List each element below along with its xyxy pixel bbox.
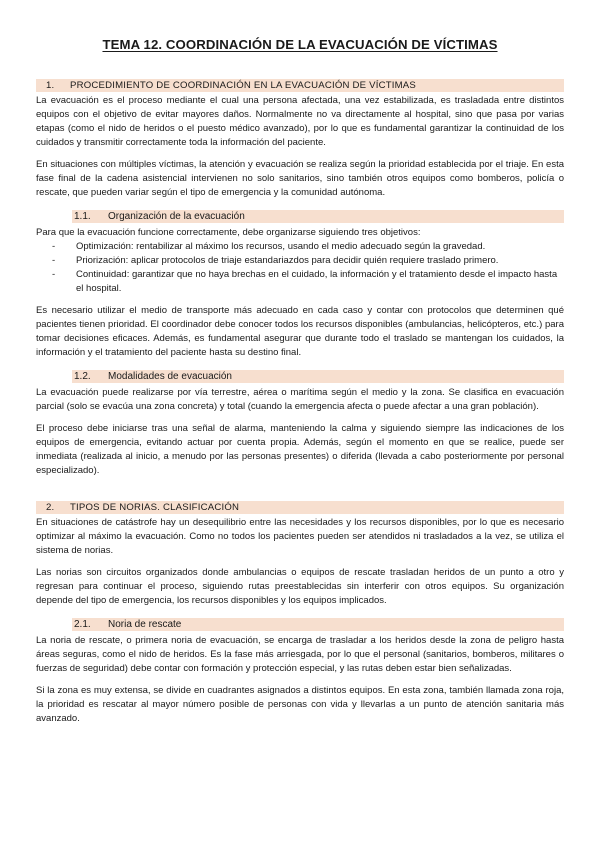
section-heading (36, 501, 564, 514)
paragraph: Las norias son circuitos organizados donde ambulancias o equipos de rescate trasladan heridos de un punto a otro y regresan para continuar el proceso, siguiendo rutas preestablecidas sin interferir con otros equipos. Su organización depende del tipo de emergencia, los recursos disponibles y los equipos implicados. (36, 567, 564, 606)
subsection-heading-text: Organización de la evacuación (108, 211, 245, 222)
paragraph: En situaciones de catástrofe hay un desequilibrio entre las necesidades y los recursos disponibles, por lo que es necesario optimizar al máximo la evacuación. Como no todos los pacientes pueden ser atendidos ni trasladados a la vez, se utiliza el sistema de norias. (36, 517, 564, 556)
section-2 (36, 501, 564, 726)
paragraph: El proceso debe iniciarse tras una señal de alarma, manteniendo la calma y siguiendo siempre las indicaciones de los equipos de emergencia, evitando actuar por cuenta propia. Además, según el momento en que se realice, puede ser inmediata (realizada al inicio, a menudo por las personas presentes) o diferida (llevada a cabo posteriormente por personal especializado). (36, 423, 564, 476)
dash-bullet: - (52, 241, 56, 252)
section-heading-text: PROCEDIMIENTO DE COORDINACIÓN EN LA EVACUACIÓN DE VÍCTIMAS (70, 80, 417, 91)
dash-bullet: - (52, 255, 56, 266)
paragraph: Si la zona es muy extensa, se divide en cuadrantes asignados a distintos equipos. En esta zona, también llamada zona roja, la prioridad es rescatar al mayor número posible de personas con vida y llevarlas a un punto de atención sanitaria más avanzado. (36, 685, 564, 724)
subsection-number: 2.1. (74, 619, 91, 630)
subsection-heading (72, 210, 564, 223)
paragraph: La noria de rescate, o primera noria de evacuación, se encarga de trasladar a los heridos desde la zona de peligro hasta áreas seguras, como el nido de heridos. Es la fase más arriesgada, por lo que el personal (sanitarios, bomberos, militares o fuerzas de seguridad) debe contar con formación y protección especial, y las rutas deben estar bien señalizadas. (36, 635, 564, 674)
paragraph: En situaciones con múltiples víctimas, la atención y evacuación se realiza según la prioridad establecida por el triaje. En esta fase final de la cadena asistencial intervienen no solo sanitarios, sino también otros equipos como bomberos, policía o rescate, que pueden variar según el tipo de emergencia y la comunidad autónoma. (36, 159, 564, 198)
paragraph: La evacuación puede realizarse por vía terrestre, aérea o marítima según el medio y la zona. Se clasifica en evacuación parcial (solo se evacúa una zona concreta) y total (cuando la emergencia afecta o puede afectar a una gran población). (36, 387, 564, 412)
subsection-heading-text: Modalidades de evacuación (108, 371, 232, 382)
dash-bullet: - (52, 269, 56, 280)
subsection-heading (72, 618, 564, 631)
subsection-heading-text: Noria de rescate (108, 619, 182, 630)
page-title: TEMA 12. COORDINACIÓN DE LA EVACUACIÓN DE VÍCTIMAS (102, 37, 498, 52)
paragraph: Para que la evacuación funcione correctamente, debe organizarse siguiendo tres objetivos: (36, 227, 421, 238)
list-item: - Continuidad: garantizar que no haya brechas en el cuidado, la información y el tratamiento desde el impacto hasta el hospital. (52, 269, 558, 294)
subsection-heading (72, 370, 564, 383)
objectives-list (36, 240, 564, 296)
subsection-number: 1.2. (74, 371, 91, 382)
paragraph: La evacuación es el proceso mediante el cual una persona afectada, una vez estabilizada, es trasladada entre distintos equipos con el objetivo de evitar mayores daños. Normalmente no va directamente al hospital, sino que pasa por varias etapas (como el nido de heridos o el puesto médico avanzado), por lo que es fundamental garantizar la continuidad de los cuidados y transmitir correctamente toda la información del paciente. (36, 95, 564, 148)
subsection-number: 1.1. (74, 211, 91, 222)
paragraph: Es necesario utilizar el medio de transporte más adecuado en cada caso y contar con protocolos que determinen qué pacientes tienen prioridad. El coordinador debe conocer todos los recursos disponibles (ambulancias, helicópteros, etc.) para tomar decisiones eficaces. Además, es fundamental asegurar que durante todo el traslado se mantengan los cuidados, la información y el tratamiento del paciente hasta su destino final. (36, 305, 564, 358)
list-item: - Priorización: aplicar protocolos de triaje estandariazdos para decidir quién requiere traslado primero. (52, 255, 499, 266)
section-number: 2. (46, 502, 55, 513)
section-1 (36, 79, 564, 478)
section-number: 1. (46, 80, 55, 91)
section-heading (36, 79, 564, 92)
section-heading-text: TIPOS DE NORIAS. CLASIFICACIÓN (70, 502, 240, 513)
list-item: - Optimización: rentabilizar al máximo los recursos, usando el medio adecuado según la gravedad. (52, 241, 486, 252)
